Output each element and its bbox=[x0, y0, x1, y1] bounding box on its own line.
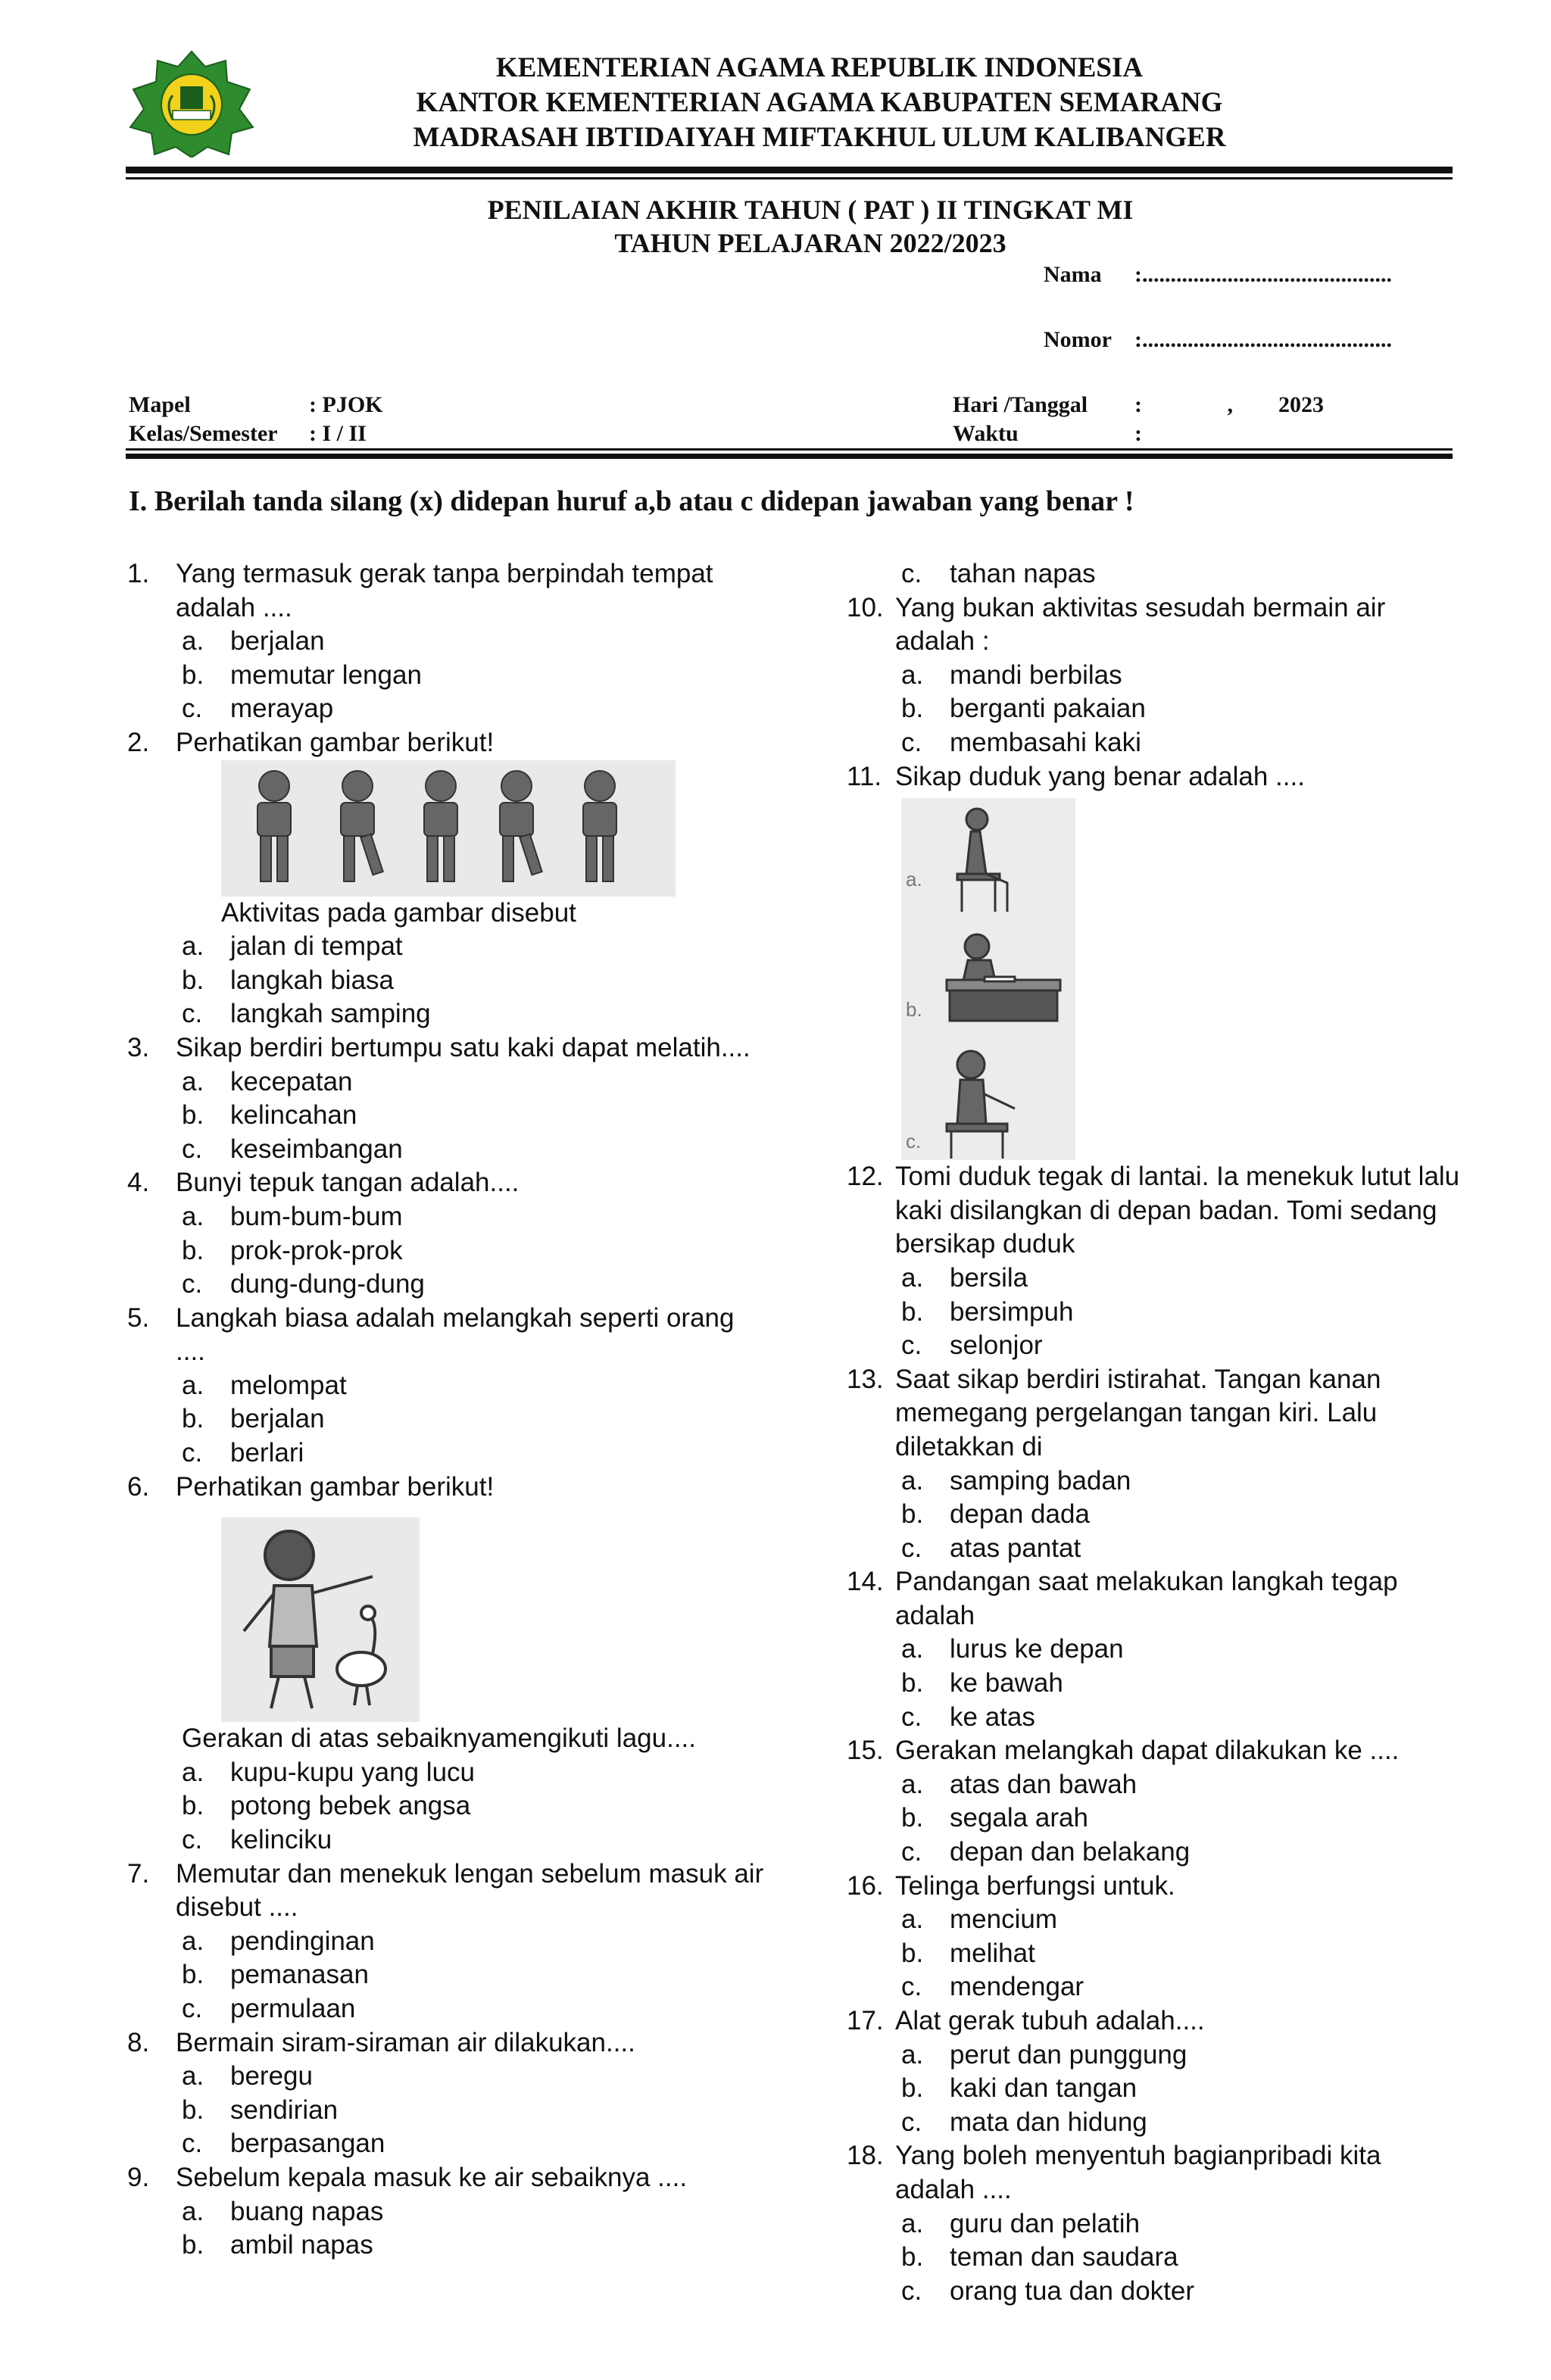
option-9b[interactable]: b. ambil napas bbox=[182, 2230, 373, 2260]
mapel-value: : PJOK bbox=[309, 392, 383, 417]
sitting-posture-image bbox=[901, 798, 1075, 1160]
option-2a[interactable]: a. jalan di tempat bbox=[182, 931, 403, 962]
option-4b[interactable]: b. prok-prok-prok bbox=[182, 1235, 403, 1265]
question-text: Alat gerak tubuh adalah.... bbox=[895, 2006, 1205, 2035]
option-5c[interactable]: c. berlari bbox=[182, 1438, 304, 1468]
option-2b[interactable]: b. langkah biasa bbox=[182, 965, 394, 995]
option-12a[interactable]: a. bersila bbox=[901, 1262, 1028, 1293]
header-rule-thin bbox=[126, 177, 1453, 179]
question-13: 13. Saat sikap berdiri istirahat. Tangan kanan memegang pergelangan tangan kiri. Lalu diletakkan di bbox=[847, 1364, 1381, 1461]
question-3: 3. Sikap berdiri bertumpu satu kaki dapat melatih.... bbox=[127, 1032, 751, 1062]
hari-label: Hari /Tanggal bbox=[953, 392, 1088, 417]
question-text: Perhatikan gambar berikut! bbox=[176, 727, 495, 757]
option-9c[interactable]: c. tahan napas bbox=[901, 559, 1096, 588]
question-6: 6. Perhatikan gambar berikut! bbox=[127, 1471, 495, 1502]
option-3c[interactable]: c. keseimbangan bbox=[182, 1134, 403, 1164]
option-7c[interactable]: c. permulaan bbox=[182, 1994, 356, 2023]
question-4: 4. Bunyi tepuk tangan adalah.... bbox=[127, 1168, 520, 1198]
exam-year: TAHUN PELAJARAN 2022/2023 bbox=[614, 228, 1006, 258]
question-text: Memutar dan menekuk lengan sebelum masuk air disebut .... bbox=[176, 1858, 764, 1923]
option-15b[interactable]: b. segala arah bbox=[901, 1803, 1088, 1833]
option-14c[interactable]: c. ke atas bbox=[901, 1702, 1035, 1732]
question-5: 5. Langkah biasa adalah melangkah seperti orang .... bbox=[127, 1302, 735, 1367]
option-12c[interactable]: c. selonjor bbox=[901, 1330, 1043, 1361]
question-text: Pandangan saat melakukan langkah tegap adalah bbox=[895, 1567, 1398, 1630]
option-10a[interactable]: a. mandi berbilas bbox=[901, 660, 1122, 690]
question-text: Sikap berdiri bertumpu satu kaki dapat melatih.... bbox=[176, 1032, 751, 1062]
image-label-a: a. bbox=[906, 868, 922, 891]
option-13a[interactable]: a. samping badan bbox=[901, 1465, 1131, 1496]
question-1: 1. Yang termasuk gerak tanpa berpindah tempat adalah .... bbox=[127, 559, 713, 622]
hari-value[interactable]: : , 2023 bbox=[1134, 392, 1324, 417]
question-text: Perhatikan gambar berikut! bbox=[176, 1471, 495, 1502]
option-8a[interactable]: a. beregu bbox=[182, 2061, 313, 2091]
option-14b[interactable]: b. ke bawah bbox=[901, 1668, 1063, 1698]
option-1a[interactable]: a. berjalan bbox=[182, 626, 325, 657]
option-13c[interactable]: c. atas pantat bbox=[901, 1533, 1081, 1563]
option-17a[interactable]: a. perut dan punggung bbox=[901, 2039, 1187, 2070]
option-12b[interactable]: b. bersimpuh bbox=[901, 1296, 1074, 1327]
school-name: MADRASAH IBTIDAIYAH MIFTAKHUL ULUM KALIBANGER bbox=[413, 122, 1226, 153]
question-11: 11. Sikap duduk yang benar adalah .... bbox=[847, 761, 1305, 791]
option-3b[interactable]: b. kelincahan bbox=[182, 1100, 357, 1131]
office-name: KANTOR KEMENTERIAN AGAMA KABUPATEN SEMARANG bbox=[416, 87, 1223, 118]
question-6-caption: Gerakan di atas sebaiknyamengikuti lagu.... bbox=[182, 1723, 696, 1754]
identity-rule-thick bbox=[126, 454, 1453, 459]
option-18b[interactable]: b. teman dan saudara bbox=[901, 2242, 1178, 2272]
questions-right-column bbox=[847, 557, 1468, 2308]
nama-label: Nama bbox=[1044, 262, 1102, 287]
question-2-caption: Aktivitas pada gambar disebut bbox=[221, 897, 576, 928]
question-text: Yang bukan aktivitas sesudah bermain air adalah : bbox=[895, 592, 1386, 657]
option-16a[interactable]: a. mencium bbox=[901, 1904, 1057, 1935]
sitting-posture-illustration bbox=[901, 798, 1468, 1160]
question-text: Yang boleh menyentuh bagianpribadi kita adalah .... bbox=[895, 2141, 1381, 2204]
header-rule-thick bbox=[126, 167, 1453, 173]
question-9: 9. Sebelum kepala masuk ke air sebaiknya .... bbox=[127, 2162, 688, 2192]
identity-rule-thin bbox=[126, 448, 1453, 451]
nomor-field[interactable]: :............................................ bbox=[1134, 327, 1392, 352]
option-8c[interactable]: c. berpasangan bbox=[182, 2129, 385, 2159]
option-6a[interactable]: a. kupu-kupu yang lucu bbox=[182, 1757, 475, 1787]
option-8b[interactable]: b. sendirian bbox=[182, 2095, 339, 2125]
instruction: I. Berilah tanda silang (x) didepan huruf a,b atau c didepan jawaban yang benar ! bbox=[129, 485, 1134, 517]
option-3a[interactable]: a. kecepatan bbox=[182, 1066, 353, 1096]
image-label-b: b. bbox=[906, 998, 922, 1022]
option-5b[interactable]: b. berjalan bbox=[182, 1404, 325, 1434]
question-text: Sikap duduk yang benar adalah .... bbox=[895, 761, 1305, 791]
option-17b[interactable]: b. kaki dan tangan bbox=[901, 2073, 1138, 2104]
option-10b[interactable]: b. berganti pakaian bbox=[901, 694, 1146, 724]
option-18a[interactable]: a. guru dan pelatih bbox=[901, 2208, 1141, 2238]
question-14: 14. Pandangan saat melakukan langkah tegap adalah bbox=[847, 1567, 1398, 1630]
question-text: Langkah biasa adalah melangkah seperti orang .... bbox=[176, 1302, 735, 1367]
option-15a[interactable]: a. atas dan bawah bbox=[901, 1769, 1138, 1799]
ministry-name: KEMENTERIAN AGAMA REPUBLIK INDONESIA bbox=[495, 52, 1144, 83]
option-16b[interactable]: b. melihat bbox=[901, 1938, 1035, 1968]
option-13b[interactable]: b. depan dada bbox=[901, 1499, 1090, 1530]
option-6b[interactable]: b. potong bebek angsa bbox=[182, 1791, 471, 1821]
option-7b[interactable]: b. pemanasan bbox=[182, 1960, 369, 1990]
question-18: 18. Yang boleh menyentuh bagianpribadi kita adalah .... bbox=[847, 2141, 1381, 2204]
kelas-value: : I / II bbox=[309, 421, 367, 446]
question-text: Bermain siram-siraman air dilakukan.... bbox=[176, 2027, 635, 2057]
exam-title: PENILAIAN AKHIR TAHUN ( PAT ) II TINGKAT MI bbox=[487, 195, 1134, 225]
mapel-label: Mapel bbox=[129, 392, 191, 417]
question-8: 8. Bermain siram-siraman air dilakukan.... bbox=[127, 2027, 635, 2057]
option-18c[interactable]: c. orang tua dan dokter bbox=[901, 2276, 1195, 2306]
option-5a[interactable]: a. melompat bbox=[182, 1370, 347, 1400]
question-2: 2. Perhatikan gambar berikut! bbox=[127, 727, 495, 757]
question-7: 7. Memutar dan menekuk lengan sebelum masuk air disebut .... bbox=[127, 1858, 764, 1923]
option-14a[interactable]: a. lurus ke depan bbox=[901, 1634, 1124, 1664]
image-label-c: c. bbox=[906, 1130, 922, 1153]
question-15: 15. Gerakan melangkah dapat dilakukan ke .... bbox=[847, 1736, 1400, 1766]
question-10: 10. Yang bukan aktivitas sesudah bermain air adalah : bbox=[847, 592, 1386, 657]
question-text: Saat sikap berdiri istirahat. Tangan kanan memegang pergelangan tangan kiri. Lalu diletakkan di bbox=[895, 1364, 1381, 1461]
marching-children-image bbox=[221, 760, 676, 897]
question-12: 12. Tomi duduk tegak di lantai. Ia menekuk lutut lalu kaki disilangkan di depan badan. Tomi sedang bersikap duduk bbox=[847, 1162, 1460, 1259]
waktu-label: Waktu bbox=[953, 421, 1019, 446]
boy-and-duck-image bbox=[221, 1518, 420, 1722]
option-16c[interactable]: c. mendengar bbox=[901, 1972, 1084, 2002]
marching-illustration bbox=[221, 760, 771, 897]
option-6c[interactable]: c. kelinciku bbox=[182, 1825, 332, 1855]
option-4c[interactable]: c. dung-dung-dung bbox=[182, 1269, 425, 1299]
question-text: Sebelum kepala masuk ke air sebaiknya .... bbox=[176, 2162, 688, 2192]
question-text: Bunyi tepuk tangan adalah.... bbox=[176, 1168, 520, 1198]
option-7a[interactable]: a. pendinginan bbox=[182, 1926, 375, 1956]
kelas-label: Kelas/Semester bbox=[129, 421, 278, 446]
option-1b[interactable]: b. memutar lengan bbox=[182, 660, 422, 690]
duck-walk-illustration bbox=[221, 1518, 771, 1722]
question-text: Gerakan melangkah dapat dilakukan ke .... bbox=[895, 1736, 1400, 1766]
question-text: Telinga berfungsi untuk. bbox=[895, 1870, 1175, 1901]
option-1c[interactable]: c. merayap bbox=[182, 694, 334, 724]
option-2c[interactable]: c. langkah samping bbox=[182, 999, 431, 1029]
option-9a[interactable]: a. buang napas bbox=[182, 2196, 384, 2226]
option-17c[interactable]: c. mata dan hidung bbox=[901, 2107, 1147, 2137]
question-16: 16. Telinga berfungsi untuk. bbox=[847, 1870, 1175, 1901]
question-text: Yang termasuk gerak tanpa berpindah tempat adalah .... bbox=[176, 559, 713, 622]
question-17: 17. Alat gerak tubuh adalah.... bbox=[847, 2006, 1205, 2035]
option-15c[interactable]: c. depan dan belakang bbox=[901, 1837, 1191, 1867]
nama-field[interactable]: :............................................ bbox=[1134, 262, 1392, 287]
waktu-value[interactable]: : bbox=[1134, 421, 1142, 446]
questions-left-column bbox=[127, 557, 771, 2263]
question-text: Tomi duduk tegak di lantai. Ia menekuk lutut lalu kaki disilangkan di depan badan. Tomi sedang bersikap duduk bbox=[895, 1162, 1460, 1259]
option-10c[interactable]: c. membasahi kaki bbox=[901, 727, 1141, 757]
nomor-label: Nomor bbox=[1044, 327, 1112, 352]
option-4a[interactable]: a. bum-bum-bum bbox=[182, 1201, 403, 1231]
